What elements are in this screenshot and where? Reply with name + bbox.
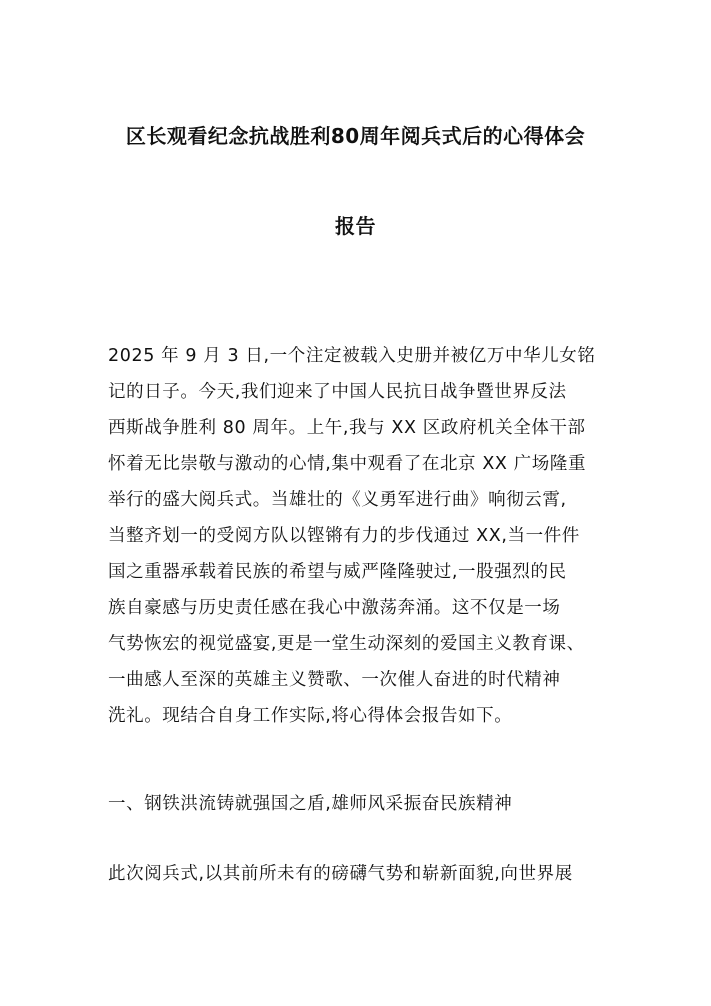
document-title-line-1: 区长观看纪念抗战胜利80周年阅兵式后的心得体会: [125, 124, 586, 148]
paragraph-line: 举行的盛大阅兵式。当雄壮的《义勇军进行曲》响彻云霄,: [108, 490, 567, 510]
document-title-line-2: 报告: [335, 214, 376, 238]
paragraph-line: 气势恢宏的视觉盛宴,更是一堂生动深刻的爱国主义教育课、: [108, 634, 585, 654]
paragraph-line: 记的日子。今天,我们迎来了中国人民抗日战争暨世界反法: [108, 382, 567, 402]
paragraph-line: 族自豪感与历史责任感在我心中激荡奔涌。这不仅是一场: [108, 598, 561, 618]
paragraph-line: 一曲感人至深的英雄主义赞歌、一次催人奋进的时代精神: [108, 670, 561, 690]
paragraph-line: 此次阅兵式,以其前所未有的磅礴气势和崭新面貌,向世界展: [108, 864, 573, 884]
section-heading-text: 一、钢铁洪流铸就强国之盾,雄师风采振奋民族精神: [108, 794, 513, 814]
paragraph-line: 当整齐划一的受阅方队以铿锵有力的步伐通过 XX,当一件件: [108, 526, 580, 546]
section-paragraph: [108, 856, 628, 892]
paragraph-line: 怀着无比崇敬与激动的心情,集中观看了在北京 XX 广场隆重: [108, 454, 587, 474]
section-heading: [108, 786, 628, 822]
paragraph-line: 国之重器承载着民族的希望与威严隆隆驶过,一股强烈的民: [108, 562, 567, 582]
paragraph-line: 西斯战争胜利 80 周年。上午,我与 XX 区政府机关全体干部: [108, 418, 586, 438]
intro-paragraph: [108, 338, 628, 734]
paragraph-line: 洗礼。现结合自身工作实际,将心得体会报告如下。: [108, 706, 513, 726]
paragraph-line: 2025 年 9 月 3 日,一个注定被载入史册并被亿万中华儿女铭: [108, 346, 596, 366]
